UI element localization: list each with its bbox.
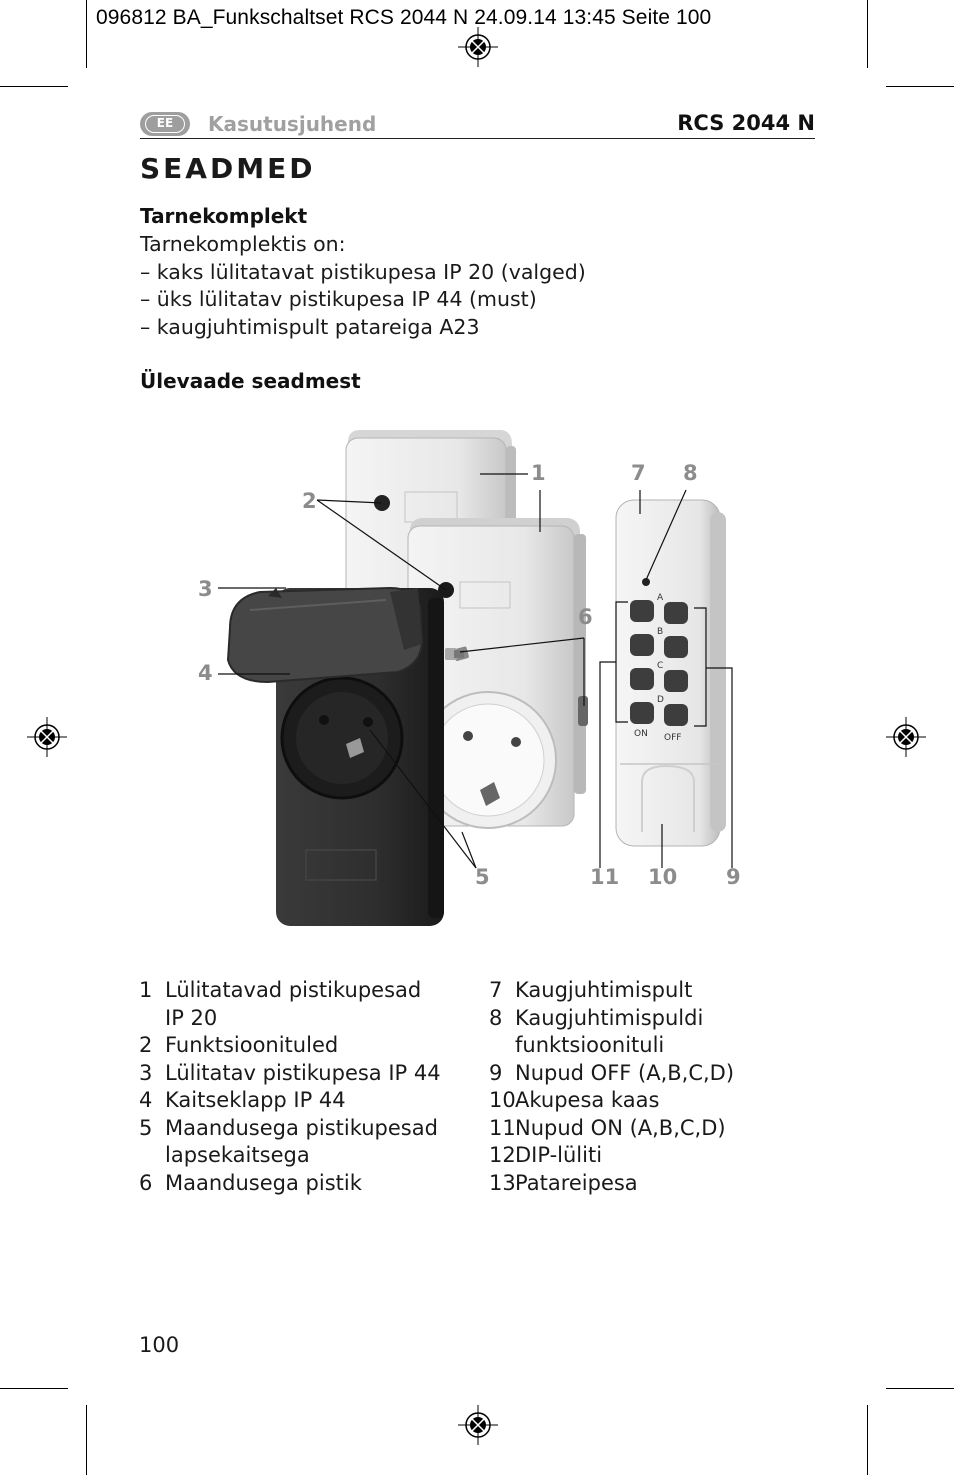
delivery-heading: Tarnekomplekt: [140, 204, 308, 228]
remote-label-a: A: [657, 593, 664, 603]
list-item: [489, 1005, 734, 1033]
callout-number: 2: [302, 489, 317, 513]
part-label: Kaugjuhtimispuldi: [515, 1005, 704, 1030]
remote-label-d: D: [657, 695, 664, 705]
model-name: RCS 2044 N: [677, 111, 815, 135]
part-label: Nupud ON (A,B,C,D): [515, 1115, 726, 1140]
crop-mark: [86, 0, 87, 68]
part-number: 12: [489, 1143, 516, 1167]
part-label: Akupesa kaas: [515, 1088, 660, 1112]
part-label: Lülitatav pistikupesa IP 44: [165, 1060, 441, 1085]
language-badge: [140, 112, 190, 136]
list-item: [139, 1032, 441, 1060]
print-slug: 096812 BA_Funkschaltset RCS 2044 N 24.09.14 13:45 Seite 100: [96, 6, 712, 29]
part-number: 3: [139, 1060, 153, 1085]
registration-mark-icon: [27, 717, 67, 757]
part-number: 13: [489, 1170, 516, 1195]
callout-number: 8: [683, 461, 698, 485]
callout-number: 9: [726, 865, 741, 889]
product-illustration: [190, 420, 760, 940]
list-item: [489, 1087, 734, 1115]
part-label: Kaitseklapp IP 44: [165, 1088, 346, 1112]
list-item: [489, 1032, 734, 1060]
part-label: funktsioonituli: [515, 1033, 665, 1057]
list-item: [489, 1115, 734, 1143]
list-item: – kaks lülitatavat pistikupesa IP 20 (valged): [140, 259, 586, 284]
delivery-list: [140, 231, 586, 341]
page-title: SEADMED: [140, 152, 316, 185]
part-label: IP 20: [165, 1005, 218, 1030]
part-number: 7: [489, 978, 503, 1002]
part-number: 6: [139, 1170, 153, 1195]
part-label: Maandusega pistik: [165, 1170, 362, 1195]
part-number: 11: [489, 1115, 516, 1140]
list-item: [489, 1060, 734, 1088]
list-item: [489, 1142, 734, 1170]
remote-control: [616, 500, 726, 846]
callout-number: 5: [475, 865, 490, 889]
crop-mark: [886, 86, 954, 87]
crop-mark: [0, 86, 68, 87]
callout-number: 10: [648, 865, 678, 889]
registration-mark-icon: [458, 1405, 498, 1445]
list-item: – üks lülitatav pistikupesa IP 44 (must): [140, 287, 537, 311]
remote-label-on: ON: [634, 729, 648, 739]
list-item: [139, 1005, 441, 1033]
registration-mark-icon: [886, 717, 926, 757]
callout-number: 6: [578, 605, 593, 629]
list-item: [139, 1142, 441, 1170]
list-item: [139, 1170, 441, 1198]
list-item: [139, 977, 441, 1005]
part-label: Funktsioonituled: [165, 1033, 339, 1057]
part-label: Maandusega pistikupesad: [165, 1115, 438, 1140]
language-badge-label: EE: [145, 115, 185, 133]
callout-number: 3: [198, 577, 213, 601]
delivery-intro: Tarnekomplektis on:: [140, 232, 346, 256]
black-socket: [228, 588, 464, 926]
overview-heading: Ülevaade seadmest: [140, 369, 361, 393]
crop-mark: [86, 1405, 87, 1475]
crop-mark: [867, 0, 868, 68]
parts-list-left: [139, 977, 441, 1197]
list-item: [139, 1087, 441, 1115]
page-header: [140, 111, 815, 139]
registration-mark-icon: [458, 27, 498, 67]
remote-label-off: OFF: [664, 733, 682, 743]
list-item: [139, 1060, 441, 1088]
remote-label-b: B: [657, 627, 664, 637]
part-number: 9: [489, 1060, 503, 1085]
part-number: 4: [139, 1088, 153, 1112]
callout-number: 4: [198, 661, 213, 685]
crop-mark: [886, 1388, 954, 1389]
callout-number: 11: [590, 865, 620, 889]
part-number: 8: [489, 1005, 503, 1030]
part-label: Lülitatavad pistikupesad: [165, 978, 422, 1002]
page-number: 100: [139, 1333, 180, 1357]
part-label: Patareipesa: [515, 1170, 638, 1195]
part-number: 2: [139, 1033, 153, 1057]
list-item: [489, 1170, 734, 1198]
crop-mark: [0, 1388, 68, 1389]
part-number: 5: [139, 1115, 153, 1140]
part-label: Kaugjuhtimispult: [515, 978, 693, 1002]
list-item: – kaugjuhtimispult patareiga A23: [140, 314, 480, 339]
part-number: 1: [139, 978, 153, 1002]
part-number: 10: [489, 1088, 516, 1112]
part-label: DIP-lüliti: [515, 1143, 603, 1167]
crop-mark: [867, 1405, 868, 1475]
part-label: lapsekaitsega: [165, 1143, 310, 1167]
callout-number: 1: [531, 461, 546, 485]
remote-label-c: C: [657, 661, 664, 671]
section-label: Kasutusjuhend: [208, 112, 377, 136]
list-item: [489, 977, 734, 1005]
list-item: [139, 1115, 441, 1143]
callout-number: 7: [631, 461, 646, 485]
part-label: Nupud OFF (A,B,C,D): [515, 1060, 735, 1085]
parts-list-right: [489, 977, 734, 1197]
